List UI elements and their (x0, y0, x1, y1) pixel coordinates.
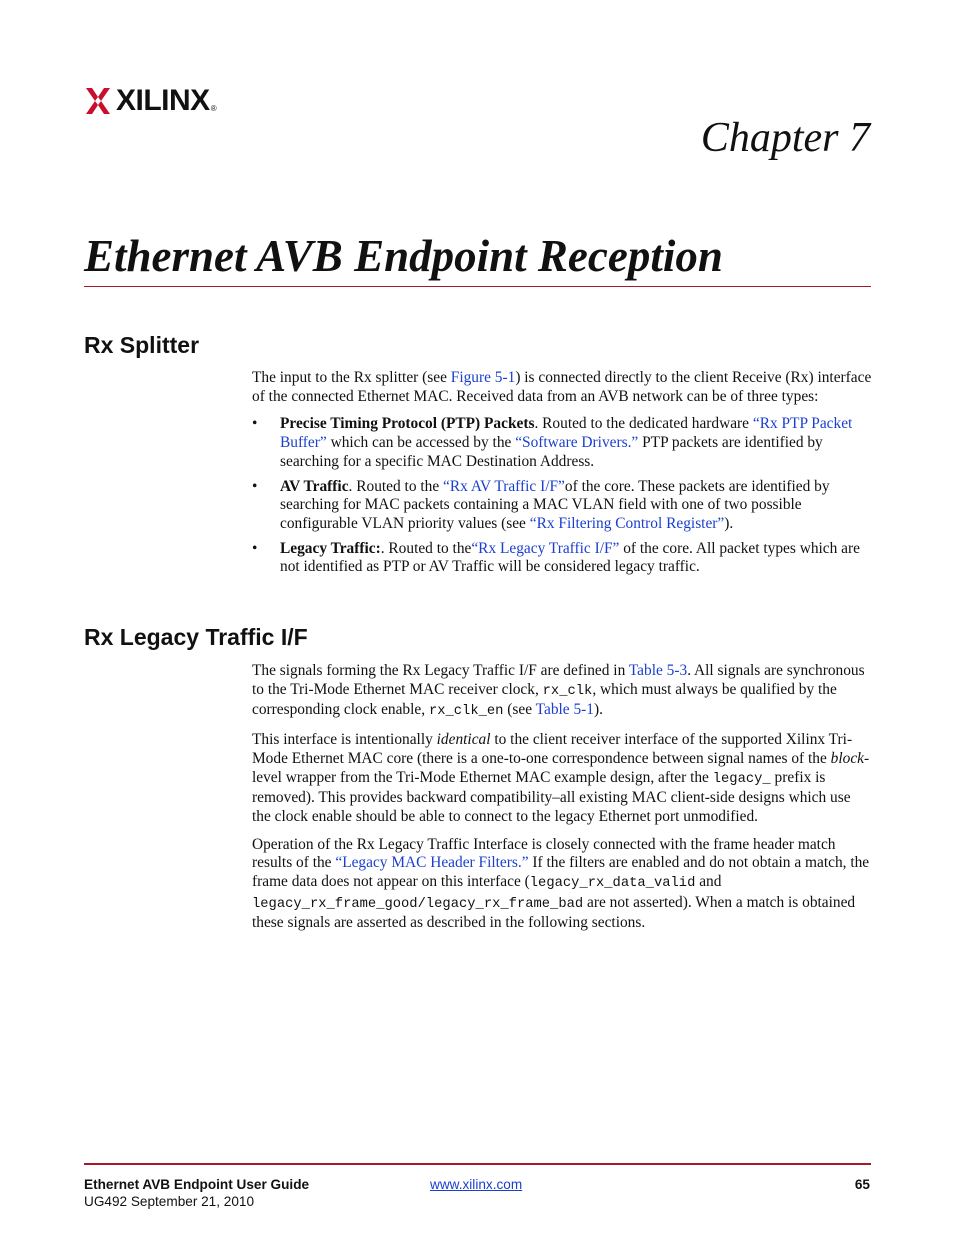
link-software-drivers[interactable]: “Software Drivers.” (515, 434, 639, 452)
text: . Routed to the (348, 477, 444, 495)
text: The signals forming the Rx Legacy Traffic I/F are defined in (252, 662, 629, 679)
link-rx-ptp-packet-buffer[interactable]: “Rx PTP Packet Buffer” (280, 415, 853, 452)
text: and (695, 873, 722, 891)
text: to the client receiver interface of the supported Xilinx Tri-Mode Ethernet MAC core (there is a one-to-one correspondence between signal names of the (252, 731, 853, 767)
code-signal: legacy_rx_data_valid (529, 876, 696, 892)
footer-left (84, 1176, 309, 1210)
list-item (252, 415, 872, 471)
text: This interface is intentionally (252, 731, 437, 749)
text: PTP packets are identified by searching for a specific MAC Destination Address. (280, 434, 823, 470)
link-legacy-mac-header-filters[interactable]: “Legacy MAC Header Filters.” (335, 854, 529, 872)
term: Precise Timing Protocol (PTP) Packets (280, 415, 535, 433)
text: ). (593, 701, 603, 719)
footer-center (430, 1176, 522, 1193)
list-item (252, 540, 872, 577)
link-figure-5-1[interactable]: Figure 5-1 (450, 369, 516, 386)
code-prefix: legacy_ (712, 771, 771, 787)
text: of the core. All packet types which are not identified as PTP or AV Traffic will be considered legacy traffic. (280, 539, 860, 576)
footer-rule (84, 1163, 871, 1165)
text: . Routed to the dedicated hardware (534, 415, 753, 433)
bullet-icon: • (252, 415, 258, 433)
paragraph (252, 662, 872, 722)
section-body-rx-legacy-traffic (252, 662, 872, 942)
footer-doc-title: Ethernet AVB Endpoint User Guide (84, 1177, 310, 1192)
title-rule (84, 286, 871, 287)
emphasis: block (830, 749, 864, 767)
text: ) is connected directly to the client Receive (Rx) interface of the connected Ethernet MAC. Received data from an AVB network can be of three types: (252, 369, 872, 405)
bullet-icon: • (252, 477, 258, 495)
logo-registered-mark: ® (210, 104, 217, 113)
section-body-rx-splitter (252, 369, 872, 586)
paragraph (252, 836, 872, 934)
code-signal: legacy_rx_frame_good/legacy_rx_frame_bad (252, 896, 584, 912)
text: Operation of the Rx Legacy Traffic Interface is closely connected with the frame header match results of the (252, 835, 836, 872)
xilinx-logo (86, 86, 217, 116)
code-signal: rx_clk_en (428, 704, 504, 720)
section-heading-rx-splitter: Rx Splitter (84, 332, 200, 358)
footer-doc-id: UG492 September 21, 2010 (84, 1194, 255, 1209)
text: , which must always be qualified by the corresponding clock enable, (252, 680, 837, 719)
text: which can be accessed by the (326, 434, 516, 452)
footer-url-link[interactable]: www.xilinx.com (430, 1177, 523, 1192)
link-rx-legacy-traffic[interactable]: “Rx Legacy Traffic I/F” (471, 539, 620, 557)
link-rx-av-traffic[interactable]: “Rx AV Traffic I/F” (443, 477, 565, 495)
chapter-label: Chapter 7 (700, 115, 870, 161)
text: The input to the Rx splitter (see (252, 369, 451, 386)
page-number: 65 (854, 1177, 870, 1192)
list-item (252, 478, 872, 534)
bullet-list (252, 415, 872, 577)
link-table-5-1[interactable]: Table 5-1 (535, 701, 594, 719)
bullet-icon: • (252, 539, 258, 557)
link-table-5-3[interactable]: Table 5-3 (628, 662, 688, 679)
link-rx-filtering-control-register[interactable]: “Rx Filtering Control Register” (529, 514, 725, 532)
section-heading-rx-legacy-traffic: Rx Legacy Traffic I/F (84, 624, 308, 650)
emphasis: identical (436, 731, 491, 749)
page-title: Ethernet AVB Endpoint Reception (84, 231, 723, 281)
text: -level wrapper from the Tri-Mode Ethernet MAC example design, after the (252, 749, 870, 786)
term: AV Traffic (280, 477, 349, 495)
text: of the core. These packets are identified by searching for MAC packets containing a MAC VLAN field with one of two possible configurable VLAN priority values (see (280, 477, 830, 532)
text: ). (724, 514, 734, 532)
text: prefix is removed). This provides backward compatibility–all existing MAC client-side designs which use the clock enable should be able to connect to the legacy Ethernet port unmodified. (252, 768, 851, 825)
paragraph (252, 369, 872, 406)
text: . All signals are synchronous to the Tri-Mode Ethernet MAC receiver clock, (252, 662, 865, 698)
text: (see (503, 701, 536, 719)
text: . Routed to the (380, 539, 472, 557)
logo-text: XILINX (116, 84, 210, 117)
text: If the filters are enabled and do not obtain a match, the frame data does not appear on this interface ( (252, 854, 870, 891)
text: are not asserted). When a match is obtained these signals are asserted as described in the following sections. (252, 893, 856, 932)
xilinx-logo-icon (86, 88, 110, 114)
code-signal: rx_clk (542, 683, 593, 699)
paragraph (252, 731, 872, 827)
term: Legacy Traffic: (280, 539, 381, 557)
